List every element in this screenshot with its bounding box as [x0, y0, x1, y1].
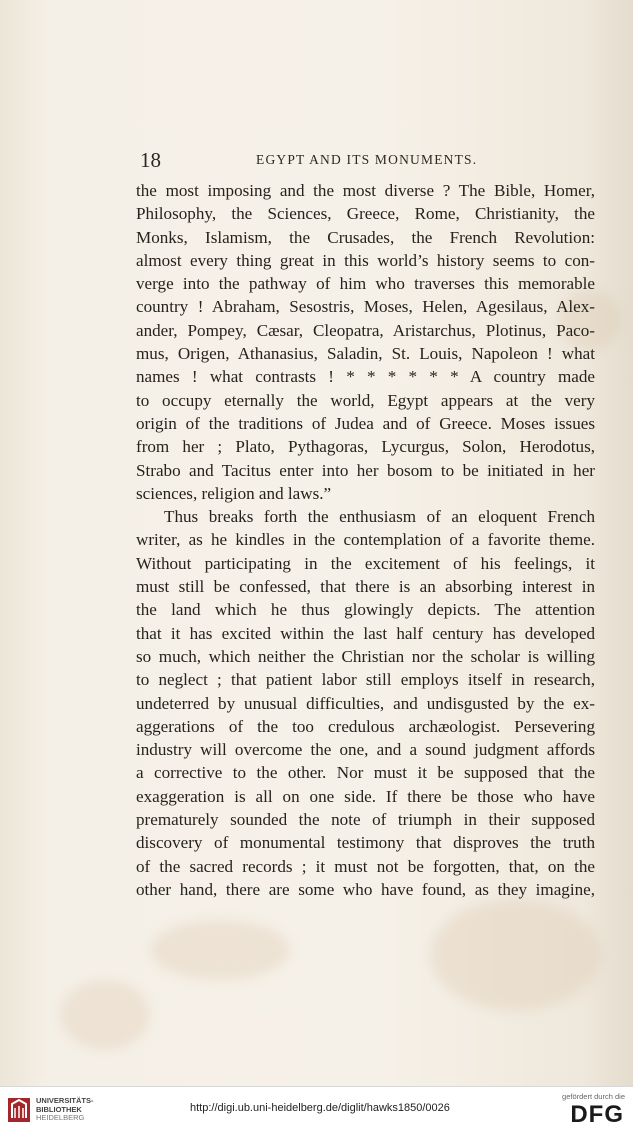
text-line: aggerations of the too credulous archæologist. Persevering — [136, 716, 595, 736]
text-line: ander, Pompey, Cæsar, Cleopatra, Aristarchus, Plotinus, Paco- — [136, 320, 595, 340]
dfg-logo[interactable]: DFG — [570, 1101, 624, 1128]
text-line: that it has excited within the last half century has developed — [136, 623, 595, 643]
text-line: prematurely sounded the note of triumph in their supposed — [136, 810, 595, 830]
text-line: verge into the pathway of him who traverses this memorable — [136, 274, 595, 294]
library-name-line: UNIVERSITÄTS- — [36, 1096, 94, 1105]
text-line: of the sacred records ; it must not be forgotten, that, on the — [136, 856, 595, 876]
text-line: a corrective to the other. Nor must it be supposed that the — [136, 763, 595, 783]
page-header — [140, 148, 596, 174]
text-line: must still be confessed, that there is an absorbing interest in — [136, 577, 595, 597]
body-text — [136, 179, 595, 901]
text-line: names ! what contrasts ! * * * * * * A country made — [136, 367, 595, 387]
text-line: sciences, religion and laws.” — [136, 483, 332, 503]
text-line: other hand, there are some who have found, as they imagine, — [136, 879, 595, 899]
university-library-logo-icon[interactable] — [6, 1094, 32, 1126]
paper-stain — [60, 980, 150, 1050]
paper-stain — [150, 920, 290, 980]
text-line: almost every thing great in this world’s history seems to con- — [136, 250, 595, 270]
page-number: 18 — [140, 148, 161, 172]
text-line: to neglect ; that patient labor still employs itself in research, — [136, 670, 595, 690]
text-line: discovery of monumental testimony that disproves the truth — [136, 833, 595, 853]
text-line: exaggeration is all on one side. If there be those who have — [136, 786, 595, 806]
text-line: the land which he thus glowingly depicts. The attention — [136, 600, 595, 620]
text-line: from her ; Plato, Pythagoras, Lycurgus, Solon, Herodotus, — [136, 437, 595, 457]
text-line: Strabo and Tacitus enter into her bosom to be initiated in her — [136, 460, 595, 480]
library-name — [36, 1097, 94, 1123]
text-line: writer, as he kindles in the contemplation of a favorite theme. — [136, 530, 595, 550]
paragraph-first-line: Thus breaks forth the enthusiasm of an eloquent French — [164, 507, 595, 527]
text-line: undeterred by unusual difficulties, and undisgusted by the ex- — [136, 693, 595, 713]
text-line: industry will overcome the one, and a sound judgment affords — [136, 740, 595, 760]
text-line: country ! Abraham, Sesostris, Moses, Helen, Agesilaus, Alex- — [136, 297, 595, 317]
permalink-url[interactable]: http://digi.ub.uni-heidelberg.de/diglit/hawks1850/0026 — [190, 1102, 450, 1114]
funding-caption: gefördert durch die — [562, 1092, 625, 1101]
text-line: origin of the traditions of Judea and of Greece. Moses issues — [136, 413, 595, 433]
running-head: EGYPT AND ITS MONUMENTS. — [256, 152, 478, 167]
text-line: so much, which neither the Christian nor the scholar is willing — [136, 646, 595, 666]
text-line: the most imposing and the most diverse ? The Bible, Homer, — [136, 181, 595, 200]
text-line: Philosophy, the Sciences, Greece, Rome, Christianity, the — [136, 204, 595, 224]
paper-stain — [430, 900, 600, 1010]
text-line: Without participating in the excitement of his feelings, it — [136, 553, 595, 573]
text-line: mus, Origen, Athanasius, Saladin, St. Louis, Napoleon ! what — [136, 344, 595, 364]
text-line: Monks, Islamism, the Crusades, the French Revolution: — [136, 227, 595, 247]
library-name-line: HEIDELBERG — [36, 1113, 85, 1122]
viewer-footer — [0, 1086, 633, 1132]
text-line: to occupy eternally the world, Egypt appears at the very — [136, 390, 595, 410]
library-name-line: BIBLIOTHEK — [36, 1104, 82, 1114]
